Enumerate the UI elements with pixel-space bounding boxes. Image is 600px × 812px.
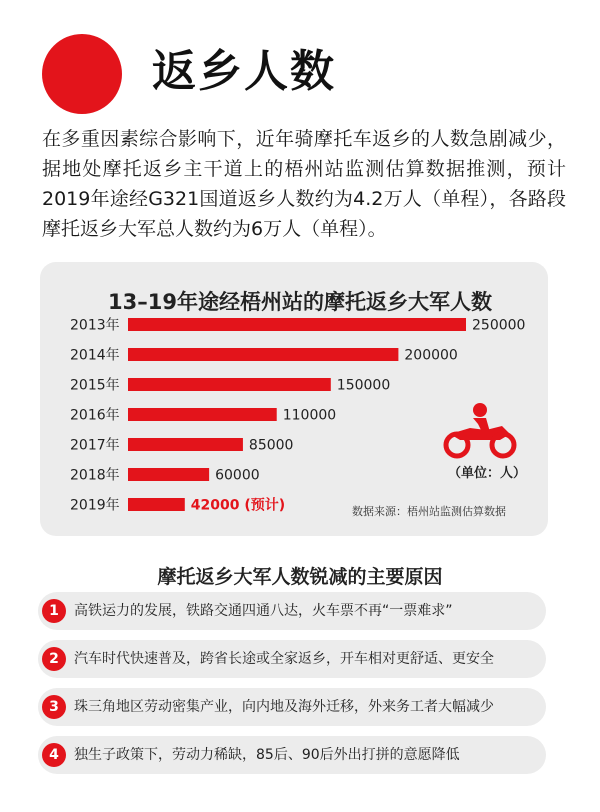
reason-item: [38, 736, 546, 774]
chart-title: 13–19年途经梧州站的摩托返乡大军人数: [108, 290, 492, 314]
value-label: 250000: [472, 317, 526, 334]
reasons-title: 摩托返乡大军人数锐减的主要原因: [157, 566, 443, 588]
bar: [128, 498, 185, 511]
motorcycle-rider-icon: [440, 400, 520, 460]
category-label: 2019年: [70, 497, 120, 514]
bar: [128, 378, 331, 391]
reason-item: [38, 592, 546, 630]
unit-label: （单位：人）: [448, 466, 527, 481]
value-label: 60000: [215, 467, 260, 484]
bar: [128, 438, 243, 451]
reason-text: 珠三角地区劳动密集产业，向内地及海外迁移，外来务工者大幅减少: [74, 699, 494, 715]
bar: [128, 408, 277, 421]
reason-number-badge: 4: [42, 743, 66, 767]
reason-text: 独生子政策下，劳动力稀缺，85后、90后外出打拼的意愿降低: [74, 747, 460, 763]
reason-text: 汽车时代快速普及，跨省长途或全家返乡，开车相对更舒适、更安全: [74, 651, 494, 667]
bar: [128, 348, 398, 361]
page-title: 返乡人数: [152, 46, 336, 97]
bar: [128, 468, 209, 481]
reason-text: 高铁运力的发展，铁路交通四通八达，火车票不再“一票难求”: [74, 603, 453, 619]
intro-paragraph: 在多重因素综合影响下，近年骑摩托车返乡的人数急剧减少，据地处摩托返乡主干道上的梧州站监测估算数据推测，预计2019年途经G321国道返乡人数约为4.2万人（单程），各路段摩托返乡大军总人数约为6万人（单程）。: [42, 128, 566, 240]
category-label: 2014年: [70, 347, 120, 364]
reason-number-badge: 2: [42, 647, 66, 671]
reason-item: [38, 688, 546, 726]
data-source: 数据来源：梧州站监测估算数据: [352, 505, 506, 518]
category-label: 2015年: [70, 377, 120, 394]
value-label: 150000: [336, 377, 391, 394]
value-label: 110000: [282, 407, 337, 424]
category-label: 2016年: [70, 407, 120, 424]
value-label: 85000: [248, 437, 294, 454]
category-label: 2018年: [70, 467, 120, 484]
category-label: 2013年: [70, 317, 120, 334]
bar: [128, 318, 466, 331]
reason-number-badge: 3: [42, 695, 66, 719]
value-label: 42000 (预计): [190, 497, 286, 514]
reason-number-badge: 1: [42, 599, 66, 623]
category-label: 2017年: [70, 437, 120, 454]
value-label: 200000: [404, 347, 458, 364]
reason-item: [38, 640, 546, 678]
